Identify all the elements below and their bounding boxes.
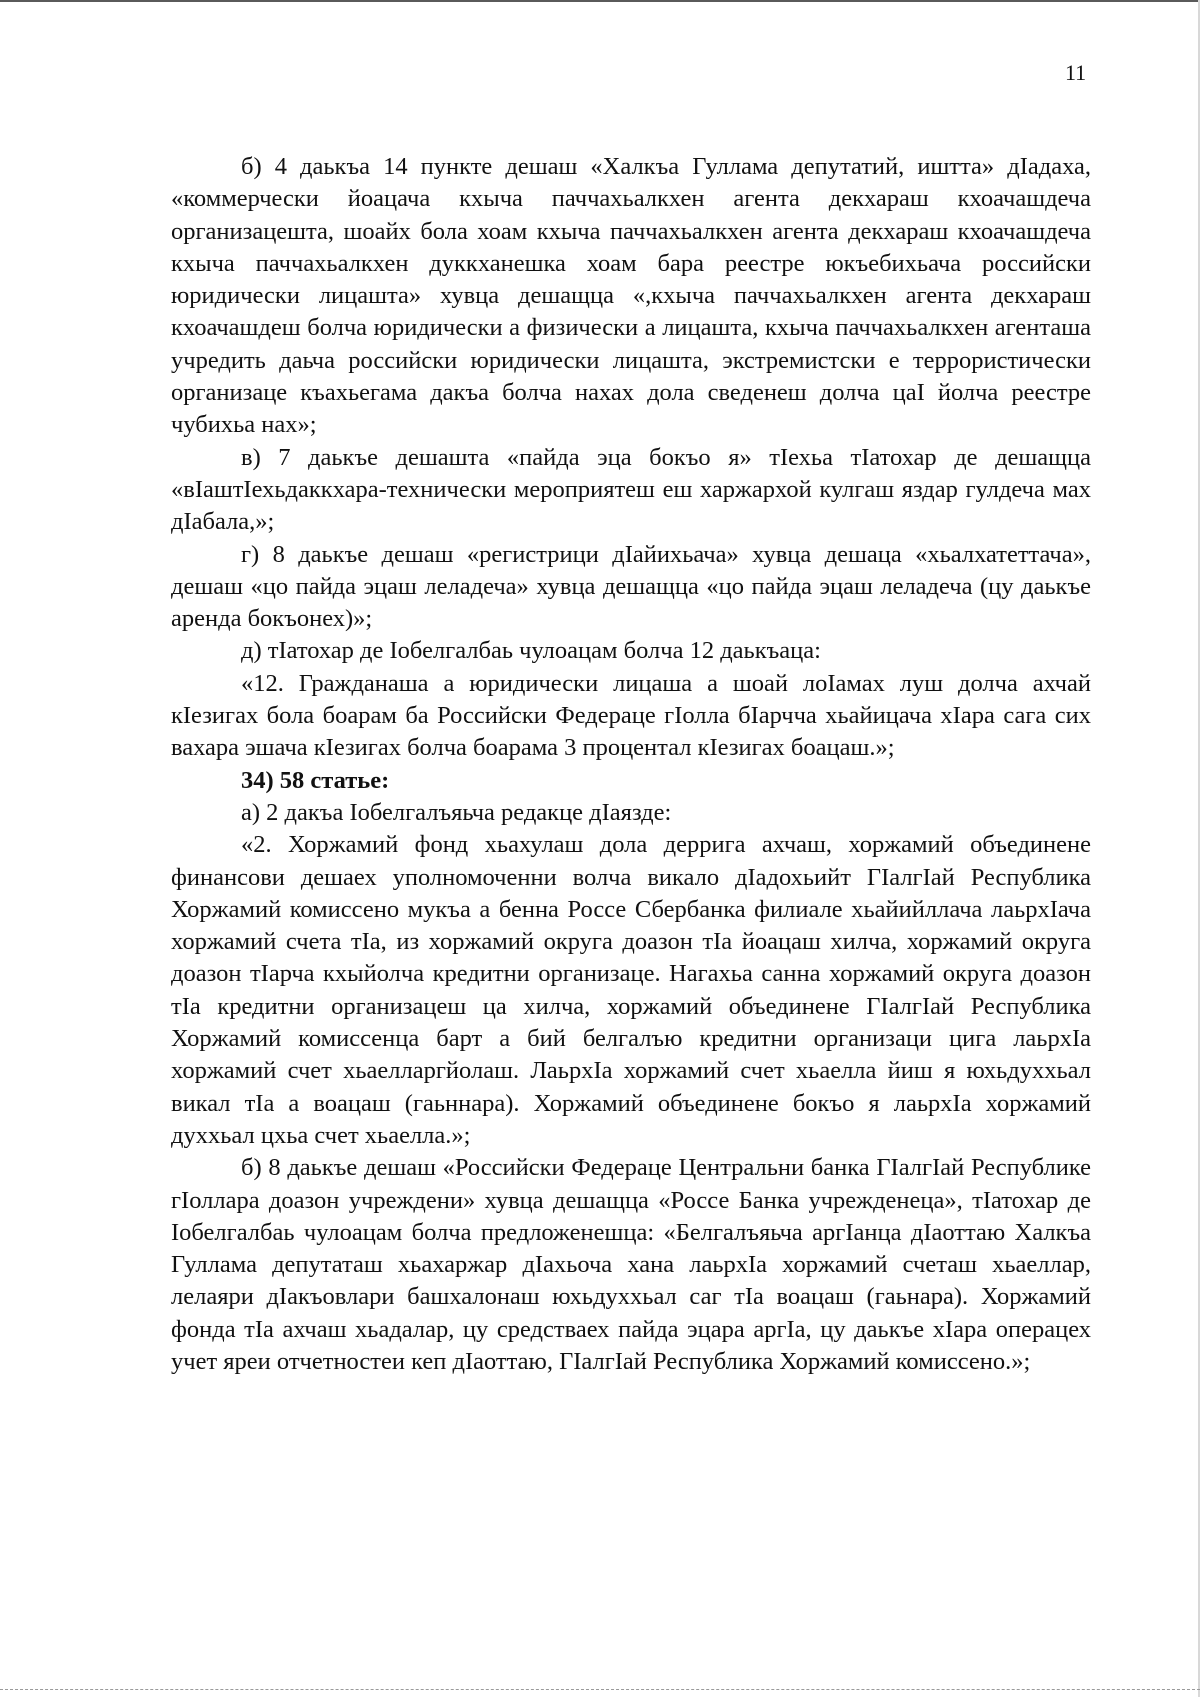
paragraph-g-8: г) 8 даькъе дешаш «регистрици дIайихьача» хувца дешаца «хьалхатеттача», дешаш «цо пайда эцаш леладеча» хувца дешащца «цо пайда эцаш леладеча (цу даькъе аренда бокъонех)»;: [171, 540, 1091, 633]
bottom-border-line: [0, 1689, 1200, 1691]
paragraph-d-12: д) тIатохар де Iобелгалбаь чулоацам болча 12 даькъаца:: [241, 637, 821, 665]
paragraph-v-7: в) 7 даькъе дешашта «пайда эца бокъо я» тIехьа тIатохар де дешащца «вIаштIехьдаккхара-технически мероприятеш еш харжархой кулгаш яздар гулдеча мах дIабала,»;: [171, 443, 1091, 536]
paragraph-b-14: б) 4 даькъа 14 пункте дешаш «Халкъа Гуллама депутатий, иштта» дIадаха, «коммерчески йоацача кхыча паччахьалкхен агента декхараш кхоачашдеча организацешта, шоайх бола хоам кхыча паччахьалкхен агента декхараш кхоачашдеча кхыча паччахьалкхен дуккханешка хоам бара реестре юкъебихьача российски юридически лицашта» хувца дешащца «,кхыча паччахьалкхен агента декхараш кхоачашдеш болча юридически а физически а лицашта, кхыча паччахьалкхен агенташа учредить даьча российски юридически лицашта, экстремистски е террористически организаце къахьегама дакъа болча нахах дола сведенеш долча цаI йолча реестре чубихьа нах»;: [171, 153, 1091, 439]
top-border-line: [0, 0, 1200, 2]
paragraph-quote-2: «2. Хоржамий фонд хьахулаш дола деррига ахчаш, хоржамий объединене финансови дешаех уполномоченни волча викало дIадохьийт ГIалгIай Республика Хоржамий комиссено мукъа а бенна Россе Сбербанка филиале хьайийллача лаьрхIача хоржамий счета тIа, из хоржамий округа доазон тIа йоацаш хилча, хоржамий округа доазон тIарча кхыйолча кредитни организаце. Нагахьа санна хоржамий округа доазон тIа кредитни организацеш ца хилча, хоржамий объединене ГIалгIай Республика Хоржамий комиссенца барт а бий белгалъю кредитни организаци цига лаьрхIа хоржамий счет хьаелларгйолаш. ЛаьрхIа хоржамий счет хьаелла йиш я юхьдуххьал викал тIа а воацаш (гаьннара). Хоржамий объединене бокъо я лаьрхIа хоржамий духхьал цхьа счет хьаелла.»;: [171, 831, 1091, 1149]
section-heading-article-58: 34) 58 статье:: [241, 766, 390, 794]
paragraph-a-2: а) 2 дакъа Iобелгалъяьча редакце дIаязде:: [241, 798, 672, 826]
body-text: [171, 151, 1091, 1378]
page-number: 11: [1065, 60, 1087, 85]
paragraph-quote-12: «12. Гражданаша а юридически лицаша а шоай лоIамах луш долча ахчай кIезигах бола боарам ба Российски Федераце гIолла бIарчча хьайицача хIара сага сих вахара эшача кIезигах болча боарама 3 процентал кIезигах боацаш.»;: [171, 669, 1091, 762]
paragraph-b-8: б) 8 даькъе дешаш «Российски Федераце Центральни банка ГIалгIай Республике гIоллара доазон учреждени» хувца дешащца «Россе Банка учрежденеца», тIатохар де Iобелгалбаь чулоацам болча предложенешца: «Белгалъяьча аргIанца дIаоттаю Халкъа Гуллама депутаташ хьахаржар дIахьоча хана лаьрхIа хоржамий счеташ хьаеллар, лелаяри дIакъовлари башхалонаш юхьдуххьал саг тIа воацаш (гаьнара). Хоржамий фонда тIа ахчаш хьадалар, цу средстваех пайда эцара аргIа, цу даькъе хIара операцех учет яреи отчетностеи кеп дIаоттаю, ГIалгIай Республика Хоржамий комиссено.»;: [171, 1154, 1091, 1375]
